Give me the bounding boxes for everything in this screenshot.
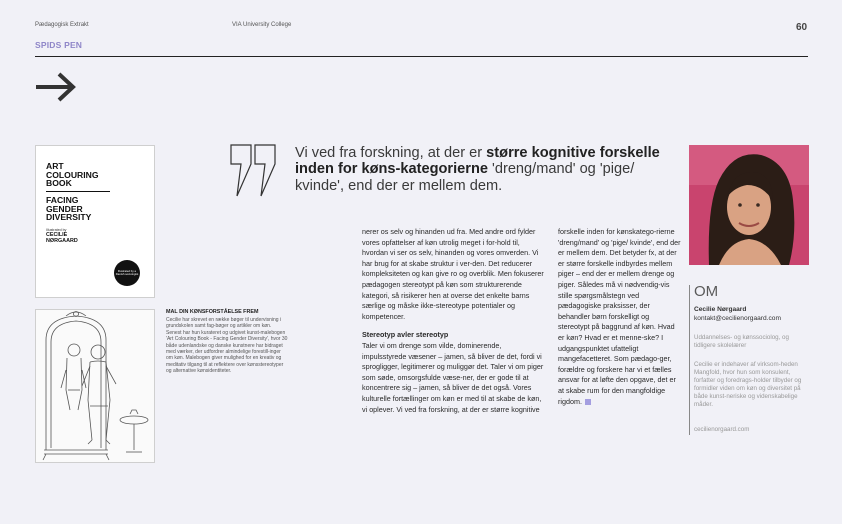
college-name: VIA University College (232, 22, 292, 28)
article-column-2 (558, 227, 681, 407)
about-divider (689, 285, 690, 435)
book-author: CECILIE NØRGAARD (46, 232, 78, 244)
caption-body: Cecilie har skrevet en række bøger til undervisning i grundskolen samt fag-bøger og artikler om køn. Senest har hun kurateret og udgivet kunst-malebogen 'Art Colouring Book - Facing Gender Diversity', hvor 30 både udenlandske og danske kunstnere har bidraget med værker, der udfordrer almindelige forestill-inger om køn. Malebogen giver mulighed for en kreativ og meditativ tilgang til at reflektere over kønsstereotyper og alternative kønsidentiteter. (166, 317, 288, 375)
section-title: SPIDS PEN (35, 40, 83, 50)
article-subheading: Stereotyp avler stereotyp (362, 330, 449, 340)
author-portrait (689, 145, 809, 265)
author-bio: Cecilie er indehaver af virksom-heden Mangfold, hvor hun som konsulent, forfatter og foredrags-holder tilbyder og formidler viden om køn og diversitet på både kunst-neriske og videnskabelige måder. (694, 361, 802, 408)
book-title: ART COLOURING BOOK (46, 161, 99, 188)
caption-title: MAL DIN KØNSFORSTÅELSE FREM (166, 309, 259, 315)
book-cover-image (35, 145, 155, 298)
article-paragraph: nerer os selv og hinanden ud fra. Med andre ord fylder vores opfattelser af køn utrolig meget i for-hold til, hvordan vi ser os selv, hinanden og vores omverden. Vi har brug for at skabe struktur i ver-den. Det reducerer kompleksiteten og kan give ro og overblik. Men fokuserer pædagogen stereotypt på køn som strukturerende kategori, så risikerer hen at overse det enkelte barns særlige og måske ikke-stereotype potentialer og kompetencer. (362, 227, 544, 321)
book-subtitle: FACING GENDER DIVERSITY (46, 195, 92, 222)
header-divider (35, 56, 808, 57)
cover-divider (46, 191, 110, 192)
cover-badge: Illustrated by a Danish sociologist (114, 260, 140, 286)
article-column-1 (362, 227, 547, 415)
article-paragraph: forskelle inden for kønskatego-rierne 'dreng/mand' og 'pige/ kvinde', end der er mellem dem. Det betyder fx, at der er større forskelle indbyrdes mellem piger – end der er mellem drenge og piger. Således må vi nødvendig-vis stille spørgsmålstegn ved pædagogiske praksisser, der behandler børn forskelligt og stereotypt på baggrund af køn. Hvad er køn? Hvad er et menne-ske? I udgangspunktet ufatteligt mangefacetteret. Som pædago-ger, forældre og forskere har vi et fælles ansvar for at løfte den opgave, det er at skabe rum for den mangfoldige rigdom. (558, 227, 681, 406)
illustrated-by-label: Illustrated by (46, 228, 67, 232)
mirror-sketch-illustration (35, 309, 155, 463)
pull-quote: Vi ved fra forskning, at der er større kognitive forskelle inden for køns-kategorierne 'dreng/mand' og 'pige/ kvinde', end der er mellem dem. (295, 145, 660, 194)
article-paragraph: Taler vi om drenge som vilde, dominerende, impulsstyrede væsener – jamen, så bliver de det, fordi vi sprogligger, legitimerer og muliggør det. Taler vi om piger som søde, omsorgsfulde væse-ner, der er gode til at koncentrere sig – jamen, så bliver de det også. Vores kulturelle fortællinger om køn er med til at skabe de køn, vi oplever. Vi ved fra forskning, at der er større kognitive (362, 340, 544, 414)
author-name: Cecilie Nørgaard (694, 306, 747, 313)
quote-mark-icon (229, 144, 277, 198)
arrow-right-icon (35, 72, 77, 102)
end-mark-icon (585, 399, 591, 405)
page-number: 60 (796, 22, 808, 33)
author-role: Uddannelses- og kønssociolog, og tidligere skolelærer (694, 334, 789, 349)
author-website-link[interactable]: cecilienorgaard.com (694, 426, 750, 433)
publication-name: Pædagogisk Extrakt (35, 22, 89, 28)
author-email-link[interactable]: kontakt@cecilienorgaard.com (694, 315, 781, 322)
about-heading: OM (694, 283, 719, 300)
